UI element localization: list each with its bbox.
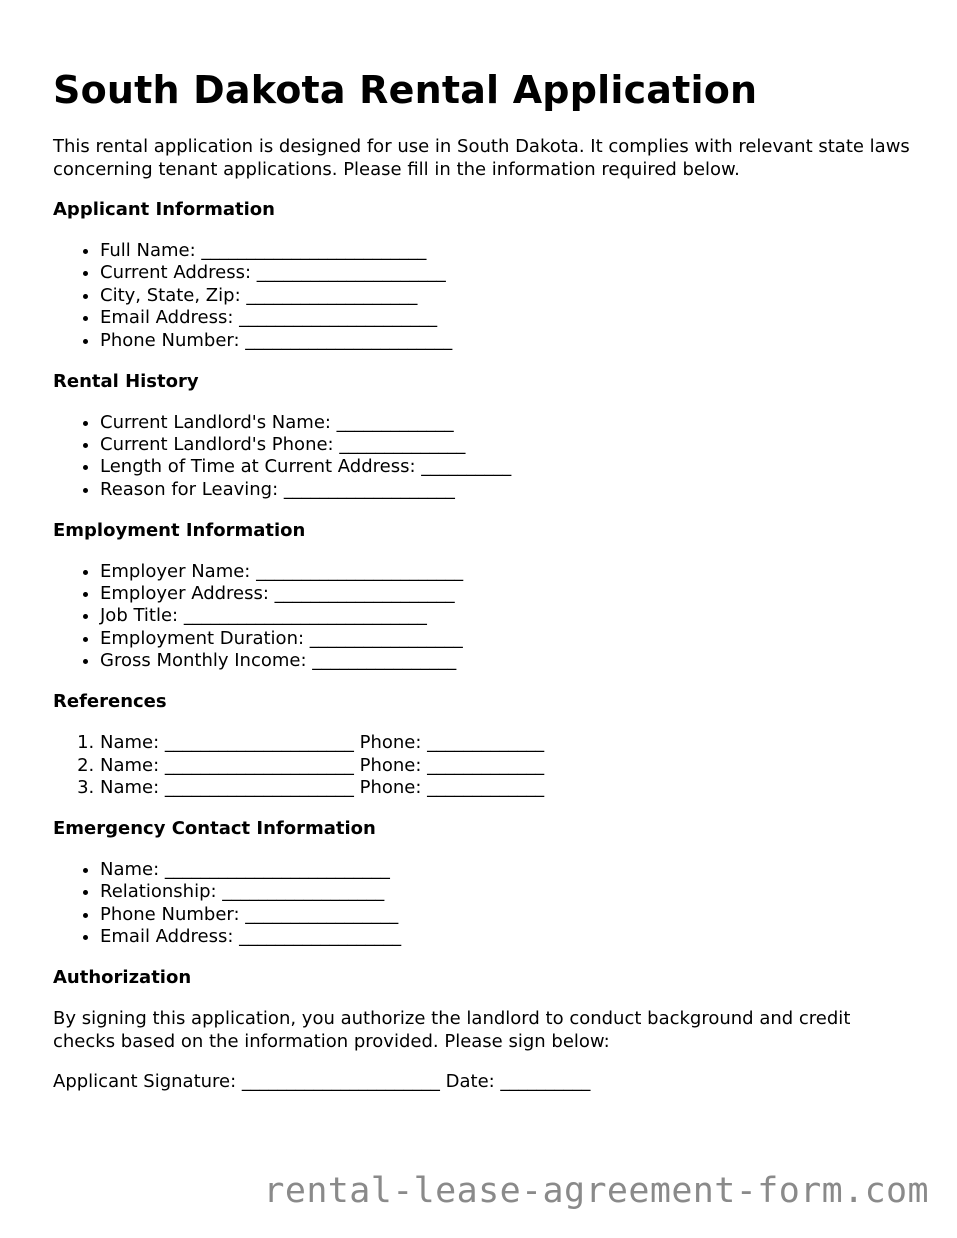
rental-history-section [53,371,913,502]
emergency-phone-field[interactable]: • Phone Number: _________________ [100,904,913,926]
applicant-email-field[interactable]: • Email Address: ______________________ [100,307,913,329]
references-list [53,732,913,799]
emergency-name-field[interactable]: • Name: _________________________ [100,859,913,881]
applicant-current-address-field[interactable]: • Current Address: _____________________ [100,262,913,284]
emergency-section [53,818,913,949]
employment-heading: Employment Information [53,519,306,541]
employment-list [53,561,913,673]
employment-section [53,520,913,673]
time-at-address-field[interactable]: • Length of Time at Current Address: __________ [100,456,913,478]
references-heading: References [53,691,167,713]
authorization-section [53,967,913,1094]
emergency-heading: Emergency Contact Information [53,817,376,839]
applicant-city-state-zip-field[interactable]: • City, State, Zip: ___________________ [100,285,913,307]
reference-3-field[interactable]: 3. Name: _____________________ Phone: _____________ [100,777,913,799]
applicant-section [53,199,913,352]
landlord-name-field[interactable]: • Current Landlord's Name: _____________ [100,412,913,434]
reference-2-field[interactable]: 2. Name: _____________________ Phone: _____________ [100,755,913,777]
applicant-list [53,240,913,352]
employment-duration-field[interactable]: • Employment Duration: _________________ [100,628,913,650]
emergency-email-field[interactable]: • Email Address: __________________ [100,926,913,948]
intro-paragraph: This rental application is designed for use in South Dakota. It complies with relevant state laws concerning tenant applications. Please fill in the information required below. [53,136,910,180]
landlord-phone-field[interactable]: • Current Landlord's Phone: ______________ [100,434,913,456]
job-title-field[interactable]: • Job Title: ___________________________ [100,605,913,627]
signature-date-line[interactable]: Applicant Signature: ______________________ Date: __________ [53,1071,591,1093]
reference-1-field[interactable]: 1. Name: _____________________ Phone: _____________ [100,732,913,754]
rental-history-heading: Rental History [53,370,199,392]
reason-for-leaving-field[interactable]: • Reason for Leaving: ___________________ [100,479,913,501]
references-section [53,691,913,799]
employer-address-field[interactable]: • Employer Address: ____________________ [100,583,913,605]
rental-history-list [53,412,913,502]
page-title: South Dakota Rental Application [53,68,758,112]
authorization-text: By signing this application, you authorize the landlord to conduct background and credit checks based on the information provided. Please sign below: [53,1008,851,1052]
emergency-relationship-field[interactable]: • Relationship: __________________ [100,881,913,903]
document-page [53,62,913,1094]
gross-monthly-income-field[interactable]: • Gross Monthly Income: ________________ [100,650,913,672]
site-watermark: rental-lease-agreement-form.com [263,1171,929,1211]
applicant-full-name-field[interactable]: • Full Name: _________________________ [100,240,913,262]
authorization-heading: Authorization [53,967,192,989]
applicant-phone-field[interactable]: • Phone Number: _______________________ [100,330,913,352]
employer-name-field[interactable]: • Employer Name: _______________________ [100,561,913,583]
emergency-list [53,859,913,949]
applicant-heading: Applicant Information [53,199,275,220]
